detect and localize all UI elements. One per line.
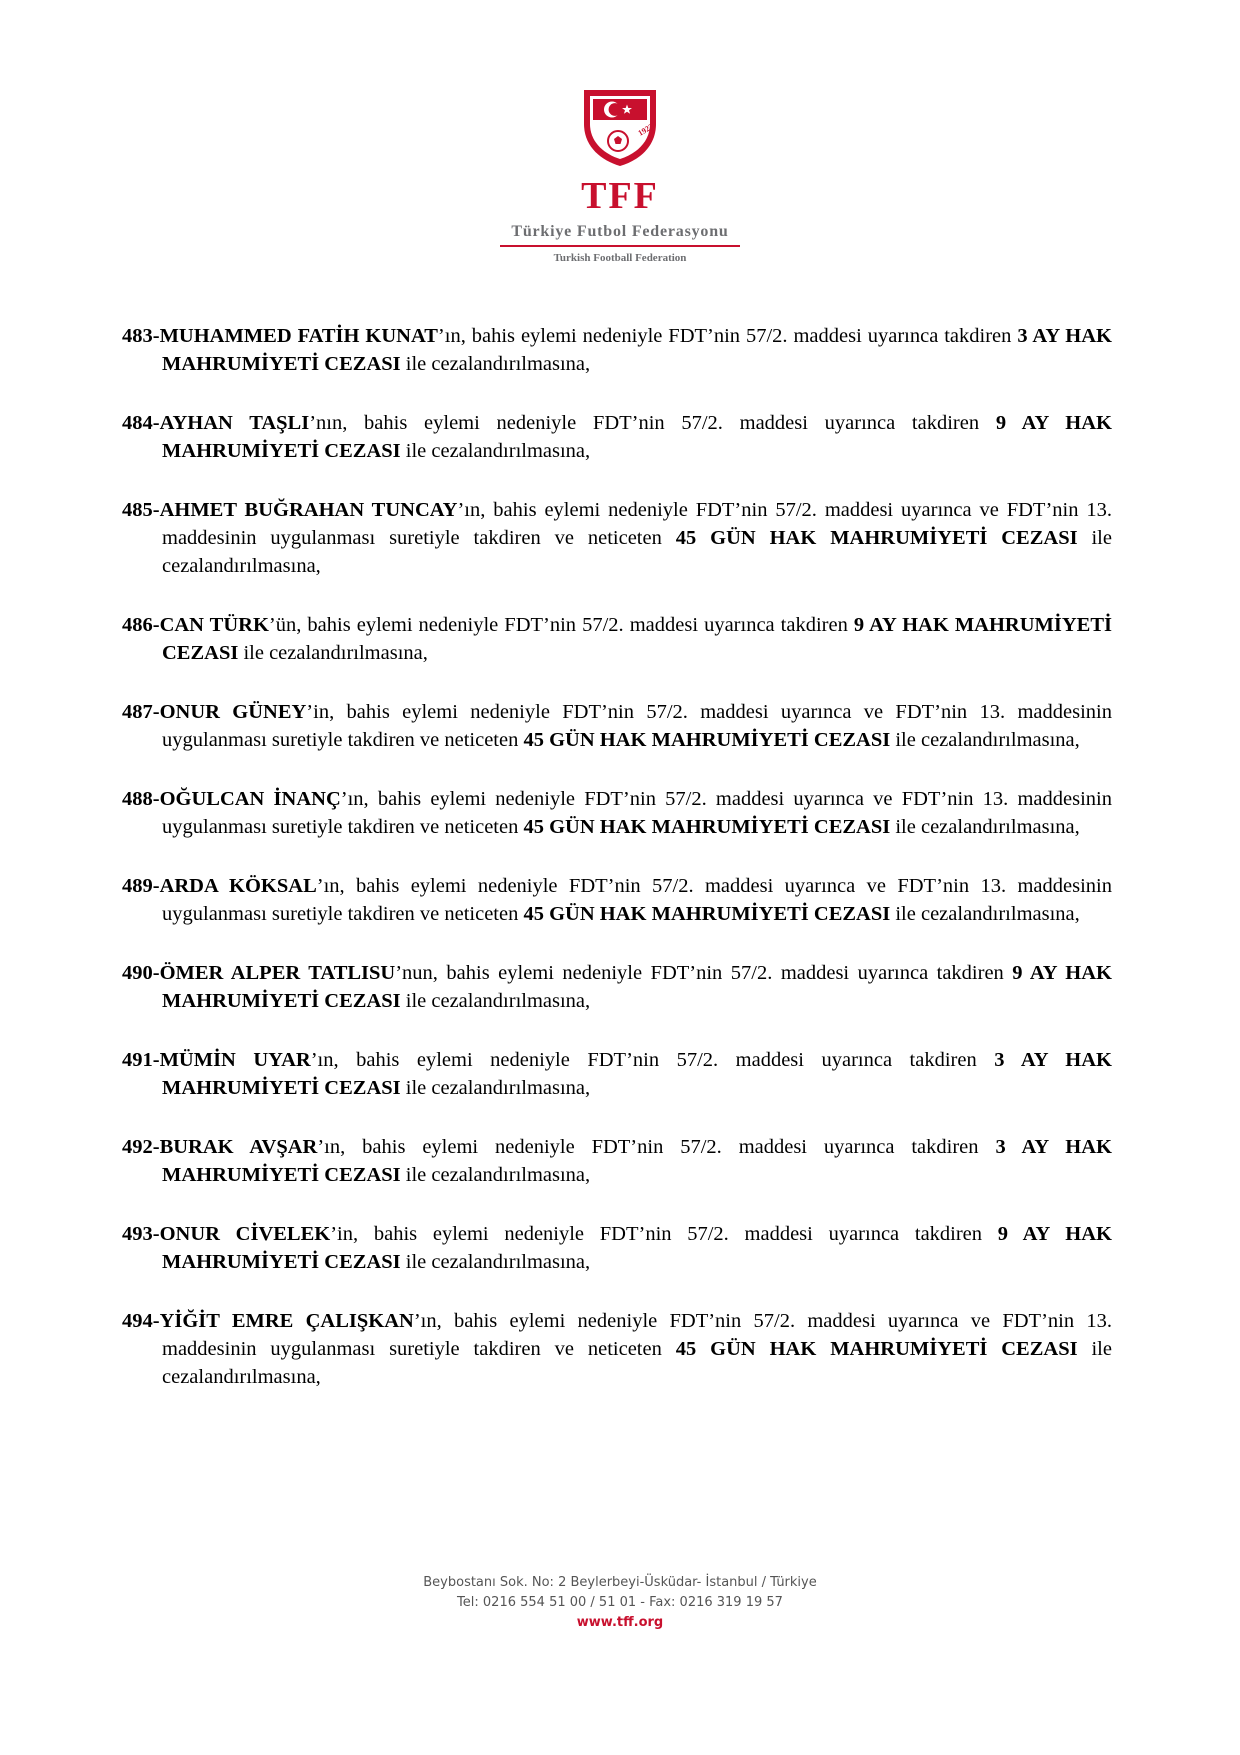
federation-name: Türkiye Futbol Federasyonu xyxy=(511,223,729,240)
penalty: 45 GÜN HAK MAHRUMİYETİ CEZASI xyxy=(523,729,891,751)
decision-item xyxy=(122,1133,1112,1189)
item-ending: ile cezalandırılmasına, xyxy=(162,1338,1112,1388)
item-number: 485- xyxy=(122,499,160,521)
person-name: ARDA KÖKSAL xyxy=(159,875,317,897)
person-name: MÜMİN UYAR xyxy=(159,1049,311,1071)
item-number: 488- xyxy=(122,788,160,810)
decision-item xyxy=(122,1307,1112,1391)
penalty: 3 AY HAK MAHRUMİYETİ CEZASI xyxy=(162,1049,1112,1099)
item-text: ’ın, bahis eylemi nedeniyle FDT’nin 57/2. maddesi uyarınca ve FDT’nin 13. maddesinin uygulanması suretiyle takdiren ve neticeten xyxy=(162,875,1112,925)
item-text: ’nun, bahis eylemi nedeniyle FDT’nin 57/2. maddesi uyarınca takdiren xyxy=(395,962,1013,984)
item-text: ’ın, bahis eylemi nedeniyle FDT’nin 57/2. maddesi uyarınca ve FDT’nin 13. maddesinin uygulanması suretiyle takdiren ve neticeten xyxy=(162,499,1113,549)
penalty: 3 AY HAK MAHRUMİYETİ CEZASI xyxy=(162,1136,1113,1186)
item-text: ’ın, bahis eylemi nedeniyle FDT’nin 57/2. maddesi uyarınca takdiren xyxy=(310,1049,995,1071)
letterhead xyxy=(0,84,1240,264)
item-text: ’ün, bahis eylemi nedeniyle FDT’nin 57/2. maddesi uyarınca takdiren xyxy=(268,614,854,636)
item-ending: ile cezalandırılmasına, xyxy=(400,353,591,375)
penalty: 9 AY HAK MAHRUMİYETİ CEZASI xyxy=(162,614,1112,664)
footer-website-link[interactable]: www.tff.org xyxy=(576,1615,664,1630)
person-name: ONUR CİVELEK xyxy=(159,1223,331,1245)
item-text: ’ın, bahis eylemi nedeniyle FDT’nin 57/2. maddesi uyarınca ve FDT’nin 13. maddesinin uygulanması suretiyle takdiren ve neticeten xyxy=(162,1310,1112,1360)
item-ending: ile cezalandırılmasına, xyxy=(238,642,428,664)
item-text: ’ın, bahis eylemi nedeniyle FDT’nin 57/2. maddesi uyarınca takdiren xyxy=(437,325,1018,347)
item-ending: ile cezalandırılmasına, xyxy=(890,816,1080,838)
item-number: 483- xyxy=(122,325,160,347)
person-name: OĞULCAN İNANÇ xyxy=(159,788,341,810)
decision-item xyxy=(122,872,1112,928)
footer-address: Beybostanı Sok. No: 2 Beylerbeyi-Üsküdar- İstanbul / Türkiye xyxy=(423,1575,817,1590)
person-name: YİĞİT EMRE ÇALIŞKAN xyxy=(159,1310,414,1332)
item-text: ’nın, bahis eylemi nedeniyle FDT’nin 57/2. maddesi uyarınca takdiren xyxy=(309,412,996,434)
tff-crest-logo xyxy=(578,84,662,168)
decision-item xyxy=(122,496,1112,580)
penalty: 9 AY HAK MAHRUMİYETİ CEZASI xyxy=(162,412,1113,462)
penalty: 9 AY HAK MAHRUMİYETİ CEZASI xyxy=(162,962,1112,1012)
item-ending: ile cezalandırılmasına, xyxy=(162,527,1112,577)
item-number: 493- xyxy=(122,1223,160,1245)
item-ending: ile cezalandırılmasına, xyxy=(400,1077,591,1099)
person-name: CAN TÜRK xyxy=(159,614,269,636)
decision-item xyxy=(122,1220,1112,1276)
item-text: ’in, bahis eylemi nedeniyle FDT’nin 57/2. maddesi uyarınca ve FDT’nin 13. maddesinin uygulanması suretiyle takdiren ve neticeten xyxy=(162,701,1112,751)
penalty: 45 GÜN HAK MAHRUMİYETİ CEZASI xyxy=(675,527,1078,549)
item-number: 484- xyxy=(122,412,160,434)
decision-item xyxy=(122,698,1112,754)
decision-item xyxy=(122,1046,1112,1102)
item-number: 492- xyxy=(122,1136,160,1158)
item-number: 486- xyxy=(122,614,160,636)
item-number: 491- xyxy=(122,1049,160,1071)
item-number: 487- xyxy=(122,701,160,723)
person-name: ONUR GÜNEY xyxy=(159,701,307,723)
item-number: 494- xyxy=(122,1310,160,1332)
item-ending: ile cezalandırılmasına, xyxy=(400,1164,591,1186)
decision-item xyxy=(122,322,1112,378)
penalty: 3 AY HAK MAHRUMİYETİ CEZASI xyxy=(162,325,1112,375)
decision-item xyxy=(122,611,1112,667)
tff-abbreviation: TFF xyxy=(581,175,659,217)
federation-name-en: Turkish Football Federation xyxy=(553,252,687,264)
item-number: 489- xyxy=(122,875,160,897)
item-number: 490- xyxy=(122,962,160,984)
item-ending: ile cezalandırılmasına, xyxy=(400,1251,591,1273)
person-name: AYHAN TAŞLI xyxy=(159,412,310,434)
item-ending: ile cezalandırılmasına, xyxy=(400,440,591,462)
item-text: ’in, bahis eylemi nedeniyle FDT’nin 57/2. maddesi uyarınca takdiren xyxy=(330,1223,998,1245)
penalty: 9 AY HAK MAHRUMİYETİ CEZASI xyxy=(162,1223,1112,1273)
penalty: 45 GÜN HAK MAHRUMİYETİ CEZASI xyxy=(523,816,891,838)
decision-item xyxy=(122,959,1112,1015)
person-name: MUHAMMED FATİH KUNAT xyxy=(159,325,438,347)
page-footer xyxy=(0,1573,1240,1633)
person-name: AHMET BUĞRAHAN TUNCAY xyxy=(159,499,458,521)
person-name: BURAK AVŞAR xyxy=(159,1136,318,1158)
header-divider xyxy=(500,245,740,247)
penalty: 45 GÜN HAK MAHRUMİYETİ CEZASI xyxy=(523,903,891,925)
footer-phone: Tel: 0216 554 51 00 / 51 01 - Fax: 0216 319 19 57 xyxy=(457,1595,783,1610)
item-ending: ile cezalandırılmasına, xyxy=(890,729,1080,751)
decision-list xyxy=(122,322,1112,1422)
item-ending: ile cezalandırılmasına, xyxy=(890,903,1080,925)
crest-year: 1923 xyxy=(636,121,655,138)
item-text: ’ın, bahis eylemi nedeniyle FDT’nin 57/2. maddesi uyarınca ve FDT’nin 13. maddesinin uygulanması suretiyle takdiren ve neticeten xyxy=(162,788,1112,838)
item-text: ’ın, bahis eylemi nedeniyle FDT’nin 57/2. maddesi uyarınca takdiren xyxy=(317,1136,996,1158)
decision-item xyxy=(122,785,1112,841)
decision-item xyxy=(122,409,1112,465)
item-ending: ile cezalandırılmasına, xyxy=(400,990,591,1012)
person-name: ÖMER ALPER TATLISU xyxy=(159,962,396,984)
penalty: 45 GÜN HAK MAHRUMİYETİ CEZASI xyxy=(675,1338,1078,1360)
